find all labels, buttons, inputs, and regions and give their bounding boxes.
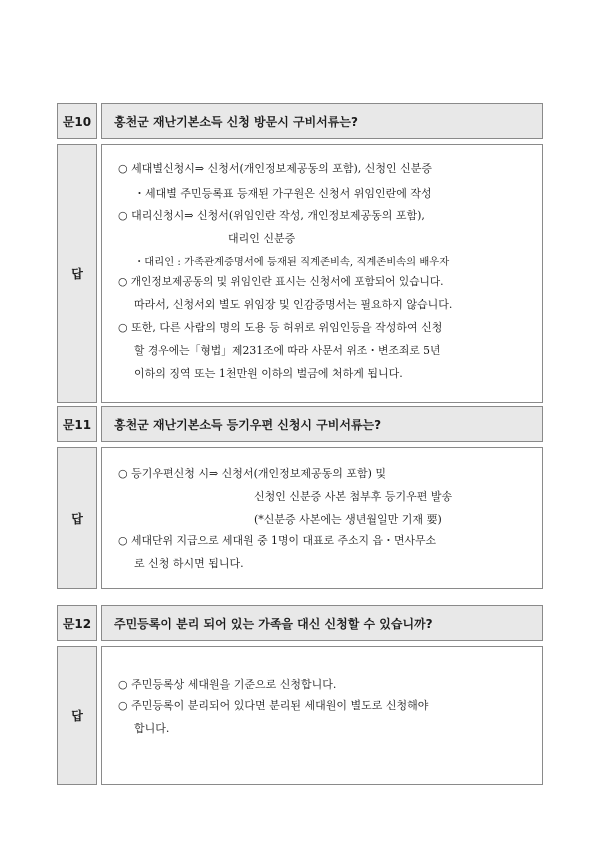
question-number: 문10 (57, 103, 97, 139)
answer-body (101, 646, 543, 785)
qa-block-q12 (57, 605, 543, 785)
answer-line: 로 신청 하시면 됩니다. (134, 557, 244, 570)
answer-line: ・세대별 주민등록표 등재된 가구원은 신청서 위임인란에 작성 (134, 187, 432, 200)
answer-line: (*신분증 사본에는 생년월일만 기재 要) (254, 513, 442, 526)
qa-block-q11 (57, 406, 543, 589)
answer-row (57, 447, 543, 589)
answer-row (57, 646, 543, 785)
answer-line: ○ 등기우편신청 시⇒ 신청서(개인정보제공동의 포함) 및 (118, 467, 387, 480)
question-row (57, 406, 543, 442)
answer-line: ○ 세대단위 지급으로 세대원 중 1명이 대표로 주소지 읍・면사무소 (118, 534, 437, 547)
qa-block-q10 (57, 103, 543, 403)
question-text: 홍천군 재난기본소득 등기우편 신청시 구비서류는? (101, 406, 543, 442)
answer-line: ○ 주민등록상 세대원을 기준으로 신청합니다. (118, 678, 337, 691)
question-text: 홍천군 재난기본소득 신청 방문시 구비서류는? (101, 103, 543, 139)
question-row (57, 605, 543, 641)
answer-label: 답 (57, 447, 97, 589)
answer-label: 답 (57, 646, 97, 785)
question-number: 문11 (57, 406, 97, 442)
answer-body (101, 447, 543, 589)
answer-line: ○ 개인정보제공동의 및 위임인란 표시는 신청서에 포함되어 있습니다. (118, 275, 444, 288)
answer-line: 신청인 신분증 사본 첨부후 등기우편 발송 (254, 490, 453, 503)
answer-label: 답 (57, 144, 97, 403)
answer-line: ・대리인 : 가족관계증명서에 등재된 직계존비속, 직계존비속의 배우자 (134, 256, 450, 268)
question-text: 주민등록이 분리 되어 있는 가족을 대신 신청할 수 있습니까? (101, 605, 543, 641)
answer-line: ○ 또한, 다른 사람의 명의 도용 등 허위로 위임인등을 작성하여 신청 (118, 321, 443, 334)
answer-line: 이하의 징역 또는 1천만원 이하의 벌금에 처하게 됩니다. (134, 367, 403, 380)
question-number: 문12 (57, 605, 97, 641)
answer-line: 대리인 신분증 (228, 232, 296, 245)
answer-line: ○ 세대별신청시⇒ 신청서(개인정보제공동의 포함), 신청인 신분증 (118, 162, 433, 175)
answer-line: 할 경우에는「형법」제231조에 따라 사문서 위조・변조죄로 5년 (134, 344, 441, 357)
answer-line: 따라서, 신청서외 별도 위임장 및 인감증명서는 필요하지 않습니다. (134, 298, 453, 311)
answer-line: ○ 주민등록이 분리되어 있다면 분리된 세대원이 별도로 신청해야 (118, 699, 429, 712)
answer-row (57, 144, 543, 403)
question-row (57, 103, 543, 139)
answer-body (101, 144, 543, 403)
answer-line: 합니다. (134, 722, 170, 735)
answer-line: ○ 대리신청시⇒ 신청서(위임인란 작성, 개인정보제공동의 포함), (118, 209, 425, 222)
